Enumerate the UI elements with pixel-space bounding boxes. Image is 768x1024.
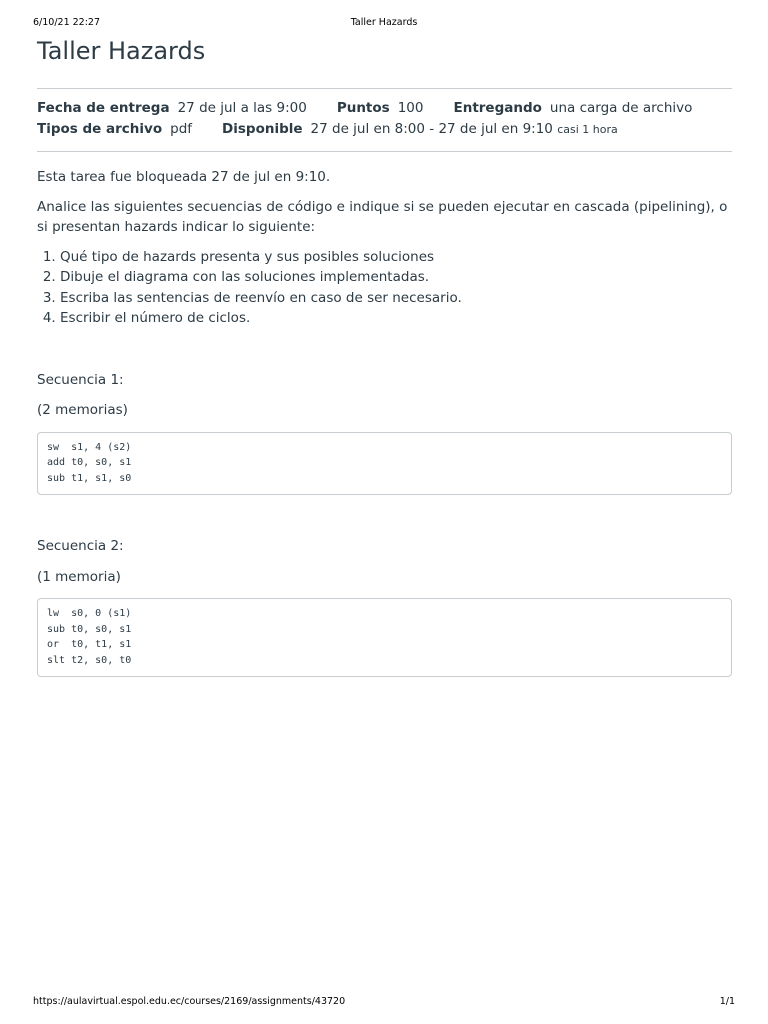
file-types-label: Tipos de archivo <box>37 120 163 137</box>
file-types-value: pdf <box>170 120 193 137</box>
available-value: 27 de jul en 8:00 - 27 de jul en 9:10 <box>310 120 553 137</box>
print-date: 6/10/21 22:27 <box>33 17 101 28</box>
sequence-1-subtitle: (2 memorias) <box>37 402 128 418</box>
list-item: 1. Qué tipo de hazards presenta y sus posibles soluciones <box>60 247 732 268</box>
steps-list <box>37 247 732 329</box>
divider <box>37 151 732 152</box>
print-footer <box>33 996 735 1010</box>
page-title: Taller Hazards <box>37 37 206 65</box>
print-header <box>33 17 735 31</box>
available-note: casi 1 hora <box>557 122 618 136</box>
due-label: Fecha de entrega <box>37 100 170 116</box>
sequence-1-code: sw s1, 4 (s2) add t0, s0, s1 sub t1, s1, s0 <box>37 432 732 496</box>
assignment-details <box>37 89 732 151</box>
details-row-2 <box>37 119 732 141</box>
page-number: 1/1 <box>719 996 735 1007</box>
points-label: Puntos <box>336 100 390 116</box>
sequence-2-subtitle: (1 memoria) <box>37 568 121 585</box>
sequence-2-title: Secuencia 2: <box>37 538 124 554</box>
points-value: 100 <box>397 100 424 116</box>
list-item: 4. Escribir el número de ciclos. <box>60 308 732 329</box>
assignment-description <box>37 167 732 677</box>
submitting-label: Entregando <box>453 100 542 116</box>
submitting-value: una carga de archivo <box>549 100 693 116</box>
list-item: 3. Escriba las sentencias de reenvío en caso de ser necesario. <box>60 288 732 309</box>
print-title: Taller Hazards <box>350 17 418 28</box>
sequence-2-code: lw s0, 0 (s1) sub t0, s0, s1 or t0, t1, s1 slt t2, s0, t0 <box>37 598 732 677</box>
intro-paragraph: Analice las siguientes secuencias de código e indique si se pueden ejecutar en cascada (pipelining), o si presentan hazards indicar lo siguiente: <box>37 198 728 235</box>
available-label: Disponible <box>222 120 303 137</box>
list-item: 2. Dibuje el diagrama con las soluciones implementadas. <box>60 267 732 288</box>
details-row-1 <box>37 98 732 119</box>
locked-notice: Esta tarea fue bloqueada 27 de jul en 9:10. <box>37 169 331 185</box>
due-value: 27 de jul a las 9:00 <box>177 100 307 116</box>
page-url: https://aulavirtual.espol.edu.ec/courses/2169/assignments/43720 <box>33 996 346 1007</box>
sequence-1-title: Secuencia 1: <box>37 371 124 388</box>
assignment-content <box>37 36 732 677</box>
